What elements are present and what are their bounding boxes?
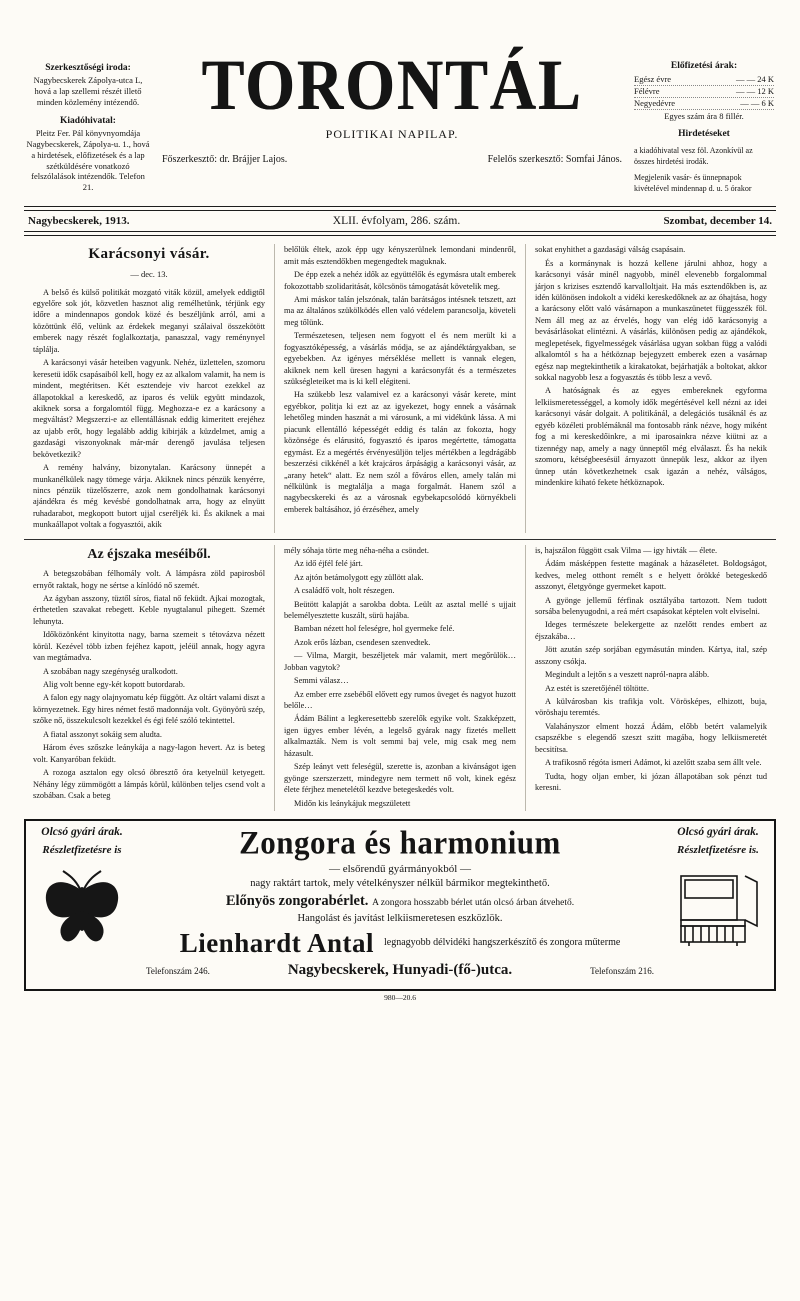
feuilleton-paragraph: Tudta, hogy oljan ember, ki józan állapotában sok pénzt tud keresni. (535, 771, 767, 793)
editors-row (158, 148, 626, 165)
feuilleton-paragraph: Azok erős lázban, csendesen szenvedtek. (294, 637, 431, 647)
editorial-office-text: Nagybecskerek Zápolya-utca L, hová a lap szellemi részét illető minden közlemény intézendő. (33, 75, 143, 107)
ad-address: Nagybecskerek, Hunyadi-(fő-)utca. (287, 961, 513, 978)
price-value: — — 24 K (735, 74, 774, 85)
ad-rental-offer (144, 893, 656, 910)
feuilleton-paragraph: is, hajszálon függött csak Vilma — igy hivták — élete. (535, 545, 718, 555)
feuilleton-paragraph: Szép leányt vett feleségül, szerette is, azonban a kivánságot igen gyönge szerszerzett, mindegyre nem termett nő volt, kinek egész élete férjhez menetelétől kezdve betegeskedés volt. (284, 762, 516, 795)
responsible-editor: Felelős szerkesztő: Somfai János. (487, 153, 622, 165)
feuilleton-paragraph: Időközönként kinyitotta nagy, barna szemeit s tétovázva nézett körül. Kezével több izben fejéhez kapott, jeléül annak, hogy agyra van megtámadva. (33, 630, 265, 663)
ads-heading: Hirdetéseket (678, 128, 730, 139)
article-paragraph: Ha szükebb lesz valamivel ez a karácsonyi vásár kerete, mint egyébkor, politja ki ezt az az igyekezet, hogy ennek a vásárnak lehetőleg minden hasznát a mi városunk, a mi vidékünk lássa. A mi piacunk ellentálló képességét eddig és talán az fokozta, hogy közönsége és elárusitó, fogyasztó és iparos megértette, támogatta egymást. Ez a megértés érvényesüljön teljes mértékben a legdrágább beszerzési cikkénél a két krajcáros árpáságig a karácsonyi vásár, az „arany hetek“ alatt. Ez nem szól a főváros ellen, amely talán mi nélkülünk is megtalálja a maga forgalmát. Hanem szól a nagybecskereki és az a városnak egybekapcsolódó környékbeli emberek baltásához, jó érzéséhez, amely (284, 390, 516, 514)
feuilleton-paragraph: A külvárosban kis trafikja volt. Vörösképes, elhizott, buja, vöröshaju teremtés. (535, 697, 767, 718)
advertisement-inner (26, 821, 774, 989)
ad-rental-title: Előnyös zongorabérlet. (225, 892, 369, 909)
price-row (634, 86, 774, 98)
feuilleton-paragraph: — Vilma, Margit, beszéljetek már valamit, mert megőrülök… Jobban vagytok? (284, 651, 516, 672)
ad-left-installment-note: Részletfizetésre is (42, 843, 122, 856)
feuilleton-paragraph: A családfő volt, holt részegen. (294, 586, 395, 596)
feuilleton-paragraph: Alig volt benne egy-két kopott butordarab. (43, 680, 185, 690)
ad-rental-detail: A zongora hosszabb bérlet után olcsó árban átvehető. (372, 897, 575, 908)
advertisement-left-side (26, 821, 138, 989)
feuilleton-paragraph: Ádám Bálint a legkeresettebb szerelők egyike volt. Szakképzett, igen ügyes ember lévén, a legelső gyárak nagy fizetés mellett alkalmazták. Nem is volt semmi baj vele, mig csak meg nem házasult. (284, 714, 516, 758)
feuilleton-paragraph: Az ajtón betámolygott egy züllött alak. (294, 572, 424, 582)
appearance-text: Megjelenik vasár- és ünnepnapok kivételével mindennap d. u. 5 órakor (634, 173, 752, 194)
ad-brand-line (144, 928, 656, 959)
feuilleton-paragraph: Beütött kalapját a sarokba dobta. Leült az asztal mellé s ujjait belemélyesztette kuszált, sürü hajába. (284, 599, 516, 620)
article-paragraph: A hatóságnak és az egyes embereknek egyforma lelkiismeretességgel, a komoly idők megértésével kell nézni az idei karácsonyi vásár dolgait. A politikánál, a delegációs tusáknál és az egyéb közéleti problémáknál ma fontosabb ránk nézve, hogy miként fog a mi kereskedőinkre, a mi iparosainkra nézve kiütni az a tizennégy nap, amely a nagy ünneptől még elválaszt. És ha nekik szomoru, kétségbeesésül árnyazott ünnepük lesz, akkor az ilyen ünnep után következhetnek csak igazán a nehéz, válságos, mindenkire kiható fekete hétköznapok. (535, 386, 767, 487)
feuilleton-paragraph: A trafikosnő régóta ismeri Adámot, ki azelőtt szaba sem állt vele. (545, 758, 762, 768)
feuilleton-paragraph: A falon egy nagy olajnyomatu kép függött. Az oltárt valami diszt a környezetnek. Egy hires német festő madonnája volt. Gyönyörü szép, szőke nő, összekulcsolt kezekkel és égi felé szóló tekintettel. (33, 693, 265, 726)
article-paragraph: És a kormánynak is hozzá kellene járulni ahhoz, hogy a karácsonyi vásár minél nagyobb, minél elevenebb forgalommal járjon s krizises esztendő karvalloltjait. Ha más esztendőkben is, az idén különösen indokolt a vidéki kereskedőknek az az óhajtása, hogy a karácsony előtt való vásárnapon a munkaszünetet függesszék föl. Nem áll meg az az érvelés, hogy van elég idő karácsonyig a bevásárlásokat elintézni. A vásárlás, különösen pedig az ajándékok, meglepetések, figyelmességek vásárlása ugyan sokban függ a valódi alkalomtól s ha a hétköznap bejegyzett emberek ezen a vasárnap egész nap megtekinthetik a kirakatokat, bejárhatják a boltokat, akkor sokkal nagyobb lesz a fogyasztás és több lesz a vevő. (535, 258, 767, 382)
price-value: — — 6 K (740, 98, 774, 109)
feuilleton-section (0, 540, 800, 811)
piano-advertisement[interactable] (24, 819, 776, 991)
article-paragraph: De épp ezek a nehéz idők az együttélők és egymásra utalt emberek fokozottabb szolidaritását, kölcsönös támogatását követelik meg. (284, 270, 516, 291)
single-copy-price: Egyes szám ára 8 fillér. (664, 111, 744, 122)
ad-line-2: — elsőrendű gyármányokból — (328, 862, 472, 875)
article-paragraph: A remény halvány, bizonytalan. Karácsony ünnepét a munkanélkülek nagy tömege várja. Akiknek nincs pénzük kenyérre, nincs pénzük tüzelőszerre, azok nem gondolhatnak karácsonyi ajándékra és még kevésbé gondolhatnak arra, hogy az elnyütt ruhadarabot, megkopott butort ujjal cseréljék ki. És akiknek a mai munkaállapot voltak a fogyasztói, akik (33, 463, 265, 530)
feuilleton-title: Az éjszaka meséiből. (87, 546, 211, 562)
feuilleton-paragraph: Az ágyban asszony, tüztől síros, fiatal nő feküdt. Ajkai mozogtak, érthetetlen szavakat rebegett. Keble nyugtalanul pihegett. Szemét lehunyta. (33, 593, 265, 626)
piano-icon (666, 866, 770, 950)
ad-brand-name: Lienhardt Antal (179, 927, 374, 958)
masthead-center-column (150, 45, 634, 165)
feuilleton-paragraph: Az idő éjfél felé járt. (294, 559, 363, 569)
feuilleton-paragraph: Az estét is szeretőjénél töltötte. (545, 683, 649, 693)
ad-right-installment-note: Részletfizetésre is. (677, 843, 759, 856)
publishing-office-heading: Kiadóhivatal: (60, 115, 116, 126)
paper-title: TORONTÁL (201, 45, 583, 125)
price-value: — — 12 K (735, 86, 774, 97)
price-row (634, 98, 774, 110)
ad-footer-row (144, 962, 656, 979)
page-number: 980—20.6 (384, 992, 416, 1002)
subscription-heading: Előfizetési árak: (670, 61, 738, 71)
advertisement-center (138, 821, 662, 989)
ad-left-price-note: Olcsó gyári árak. (41, 825, 123, 838)
issue-volume-number: XLII. évfolyam, 286. szám. (332, 215, 461, 228)
feuilleton-paragraph: Megindult a lejtőn s a veszett napról-napra alább. (545, 670, 710, 680)
article-paragraph: A karácsonyi vásár heteiben vagyunk. Nehéz, üzlettelen, szomoru keresetü idők csapásaiból kell, hogy ez az alkalom valamit, ha nem is mindent, megtéritsen. Két esztendeje viv harcot ezekkel az állapotokkal a kereskedő, az iparos és velük együtt mindazok, akiknek sorsa a forgalomtól függ. Meghozza-e ez a karácsony a megváltást? Megszerzi-e az ellentállásnak eddig kimeritett erejéhez az ujabb erőt, hogy legalább addig kibirják a küzdelmet, amig a gazdasági viszonyoknak már-már derengő javulása teljesen bekövetkezik? (33, 358, 265, 459)
moth-logo (30, 866, 134, 950)
article-column-1 (24, 244, 274, 533)
issue-place-year: Nagybecskerek, 1913. (28, 215, 130, 228)
page-title: Karácsonyi vásár. (88, 246, 210, 263)
feuilleton-paragraph: Három éves szőszke leánykája a nagy-lagon hevert. Az is beteg volt. Kanyaróban feküdt. (33, 743, 265, 764)
publishing-office-text: Pleitz Fer. Pál könyvnyomdája Nagybecskerek, Zápolya-u. 1., hová a hirdetések, előfizetések és a lap szétküldésére vonatkozó felszólalások intézendők. Telefon 21. (26, 127, 150, 193)
article-paragraph: A belső és külső politikát mozgató viták közül, amelyek eddigtől egyelőre sok jót, közvetlen hasznot alig remélhetünk, térjünk egy időre a mindennapos gondok közé és beszéljünk arról, ami a közöttünk élő, velünk az érdekek meganyi szálaival összekötött emberek nagy részét foglalkoztatja, panaszzal, vagy reménynyel táplálja. (33, 287, 265, 354)
ad-tuning-service: Hangolást és javítást lelkiismeretesen eszközlök. (297, 912, 503, 924)
feuilleton-column-2 (274, 545, 525, 811)
feuilleton-paragraph: A fiatal asszonyt sokáig sem aludta. (43, 729, 162, 739)
editorial-office-heading: Szerkesztőségi iroda: (45, 63, 131, 73)
issue-date: Szombat, december 14. (663, 215, 772, 228)
ad-line-3: nagy raktárt tartok, mely vételkényszer nélkül bármikor megtekinthető. (250, 877, 550, 889)
feuilleton-column-3 (525, 545, 776, 811)
feuilleton-paragraph: A betegszobában félhomály volt. A lámpásra zöld papirosból ernyőt raktak, hogy ne sértse a kínlódó nő szemét. (33, 569, 265, 590)
article-paragraph: sokat enyhithet a gazdasági válság csapásain. (535, 245, 686, 255)
feuilleton-paragraph: Midőn kis leánykájuk megszületett (294, 798, 411, 808)
masthead-left-column (26, 52, 150, 200)
ads-text: a kiadóhivatal vesz föl. Azonkívül az összes hirdetési irodák. (634, 145, 753, 166)
feuilleton-paragraph: Valahányszor elment hozzá Ádám, előbb betért valamelyik csapszékbe s elegendő szeszt szitt magába, hogy lelkiismeretét becsitítsa. (535, 721, 767, 754)
feuilleton-paragraph: Ideges természete belekergette az nzelőtt rendes embert az éjszakába… (535, 620, 767, 641)
article-dateline: — dec. 13. (130, 268, 168, 279)
ad-headline: Zongora és harmonium (239, 824, 561, 861)
article-column-2 (274, 244, 525, 533)
feuilleton-paragraph: A szobában nagy szegénység uralkodott. (43, 666, 178, 676)
masthead (0, 0, 800, 200)
feuilleton-paragraph: A gyönge jellemű férfinak osztályába tartozott. Nem tudott sorsába belenyugodni, a reá mért csapásokat képtelen volt elviselni. (535, 595, 767, 616)
article-paragraph: Természetesen, teljesen nem fogyott el és nem merült ki a fogyasztóképesség, a vásárlás módja, se az ajándéktárgyakban, se egyebekben. Az igényes mérséklése mellett is vannak elegen, akiknek nem kell üresen hagyni a karácsonyfát és a természetes szükségleteiket ma is ki kell elégiteni. (284, 331, 516, 386)
ad-right-price-note: Olcsó gyári árak. (677, 825, 759, 838)
editor-in-chief: Főszerkesztő: dr. Brájjer Lajos. (162, 153, 288, 165)
feuilleton-paragraph: Jött azután szép sorjában egymásután minden. Kártya, ital, szép asszony csókja. (535, 645, 767, 666)
article-paragraph: belőlük éltek, azok épp ugy kényszerülnek lemondani mindenről, amit más esztendőkben megengedtek maguknak. (284, 245, 516, 266)
masthead-right-column (634, 52, 774, 195)
paper-subtitle: POLITIKAI NAPILAP. (325, 126, 459, 141)
price-label: Félévre (634, 86, 660, 97)
ad-phone-left: Telefonszám 246. (146, 965, 210, 976)
feuilleton-column-1 (24, 545, 274, 811)
feuilleton-paragraph: mély sóhaja törte meg néha-néha a csöndet. (284, 545, 429, 555)
main-columns (0, 236, 800, 533)
editorial-office-block (26, 62, 150, 108)
price-row (634, 74, 774, 86)
advertisement-right-side (662, 821, 774, 989)
publishing-office-block (26, 115, 150, 193)
feuilleton-paragraph: A rozoga asztalon egy olcsó öbresztő óra ketyelnül ketyegett. Néhány légy zümmögött a lámpás körül, különben teljes csend volt a szobában. Csak a beteg (33, 768, 265, 800)
price-label: Egész évre (634, 74, 672, 85)
feuilleton-paragraph: Az ember erre zsebéből elővett egy rumos üveget és nagyot huzott belőle… (284, 689, 516, 711)
feuilleton-paragraph: Bamban nézett hol feleségre, hol gyermeke felé. (294, 624, 455, 634)
ad-brand-description: legnagyobb délvidéki hangszerkészítő és zongora műterme (383, 937, 621, 949)
price-label: Negyedévre (634, 98, 676, 109)
article-paragraph: Ami máskor talán jelszónak, talán barátságos intésnek tetszett, azt ma az általános szükölködés ellen való védelem parancsolja, követeli meg tőlünk. (284, 294, 516, 327)
article-column-3 (525, 244, 776, 533)
feuilleton-paragraph: Semmi válasz… (294, 676, 349, 686)
issue-bar (0, 211, 800, 231)
feuilleton-paragraph: Ádám másképpen festette magának a házaséletet. Boldogságot, kedves, meleg otthont remélt s e helyett örökké betegeskedő asszonyt, életgyönge gyermeket kapott. (535, 559, 767, 592)
ad-phone-right: Telefonszám 216. (590, 965, 654, 976)
